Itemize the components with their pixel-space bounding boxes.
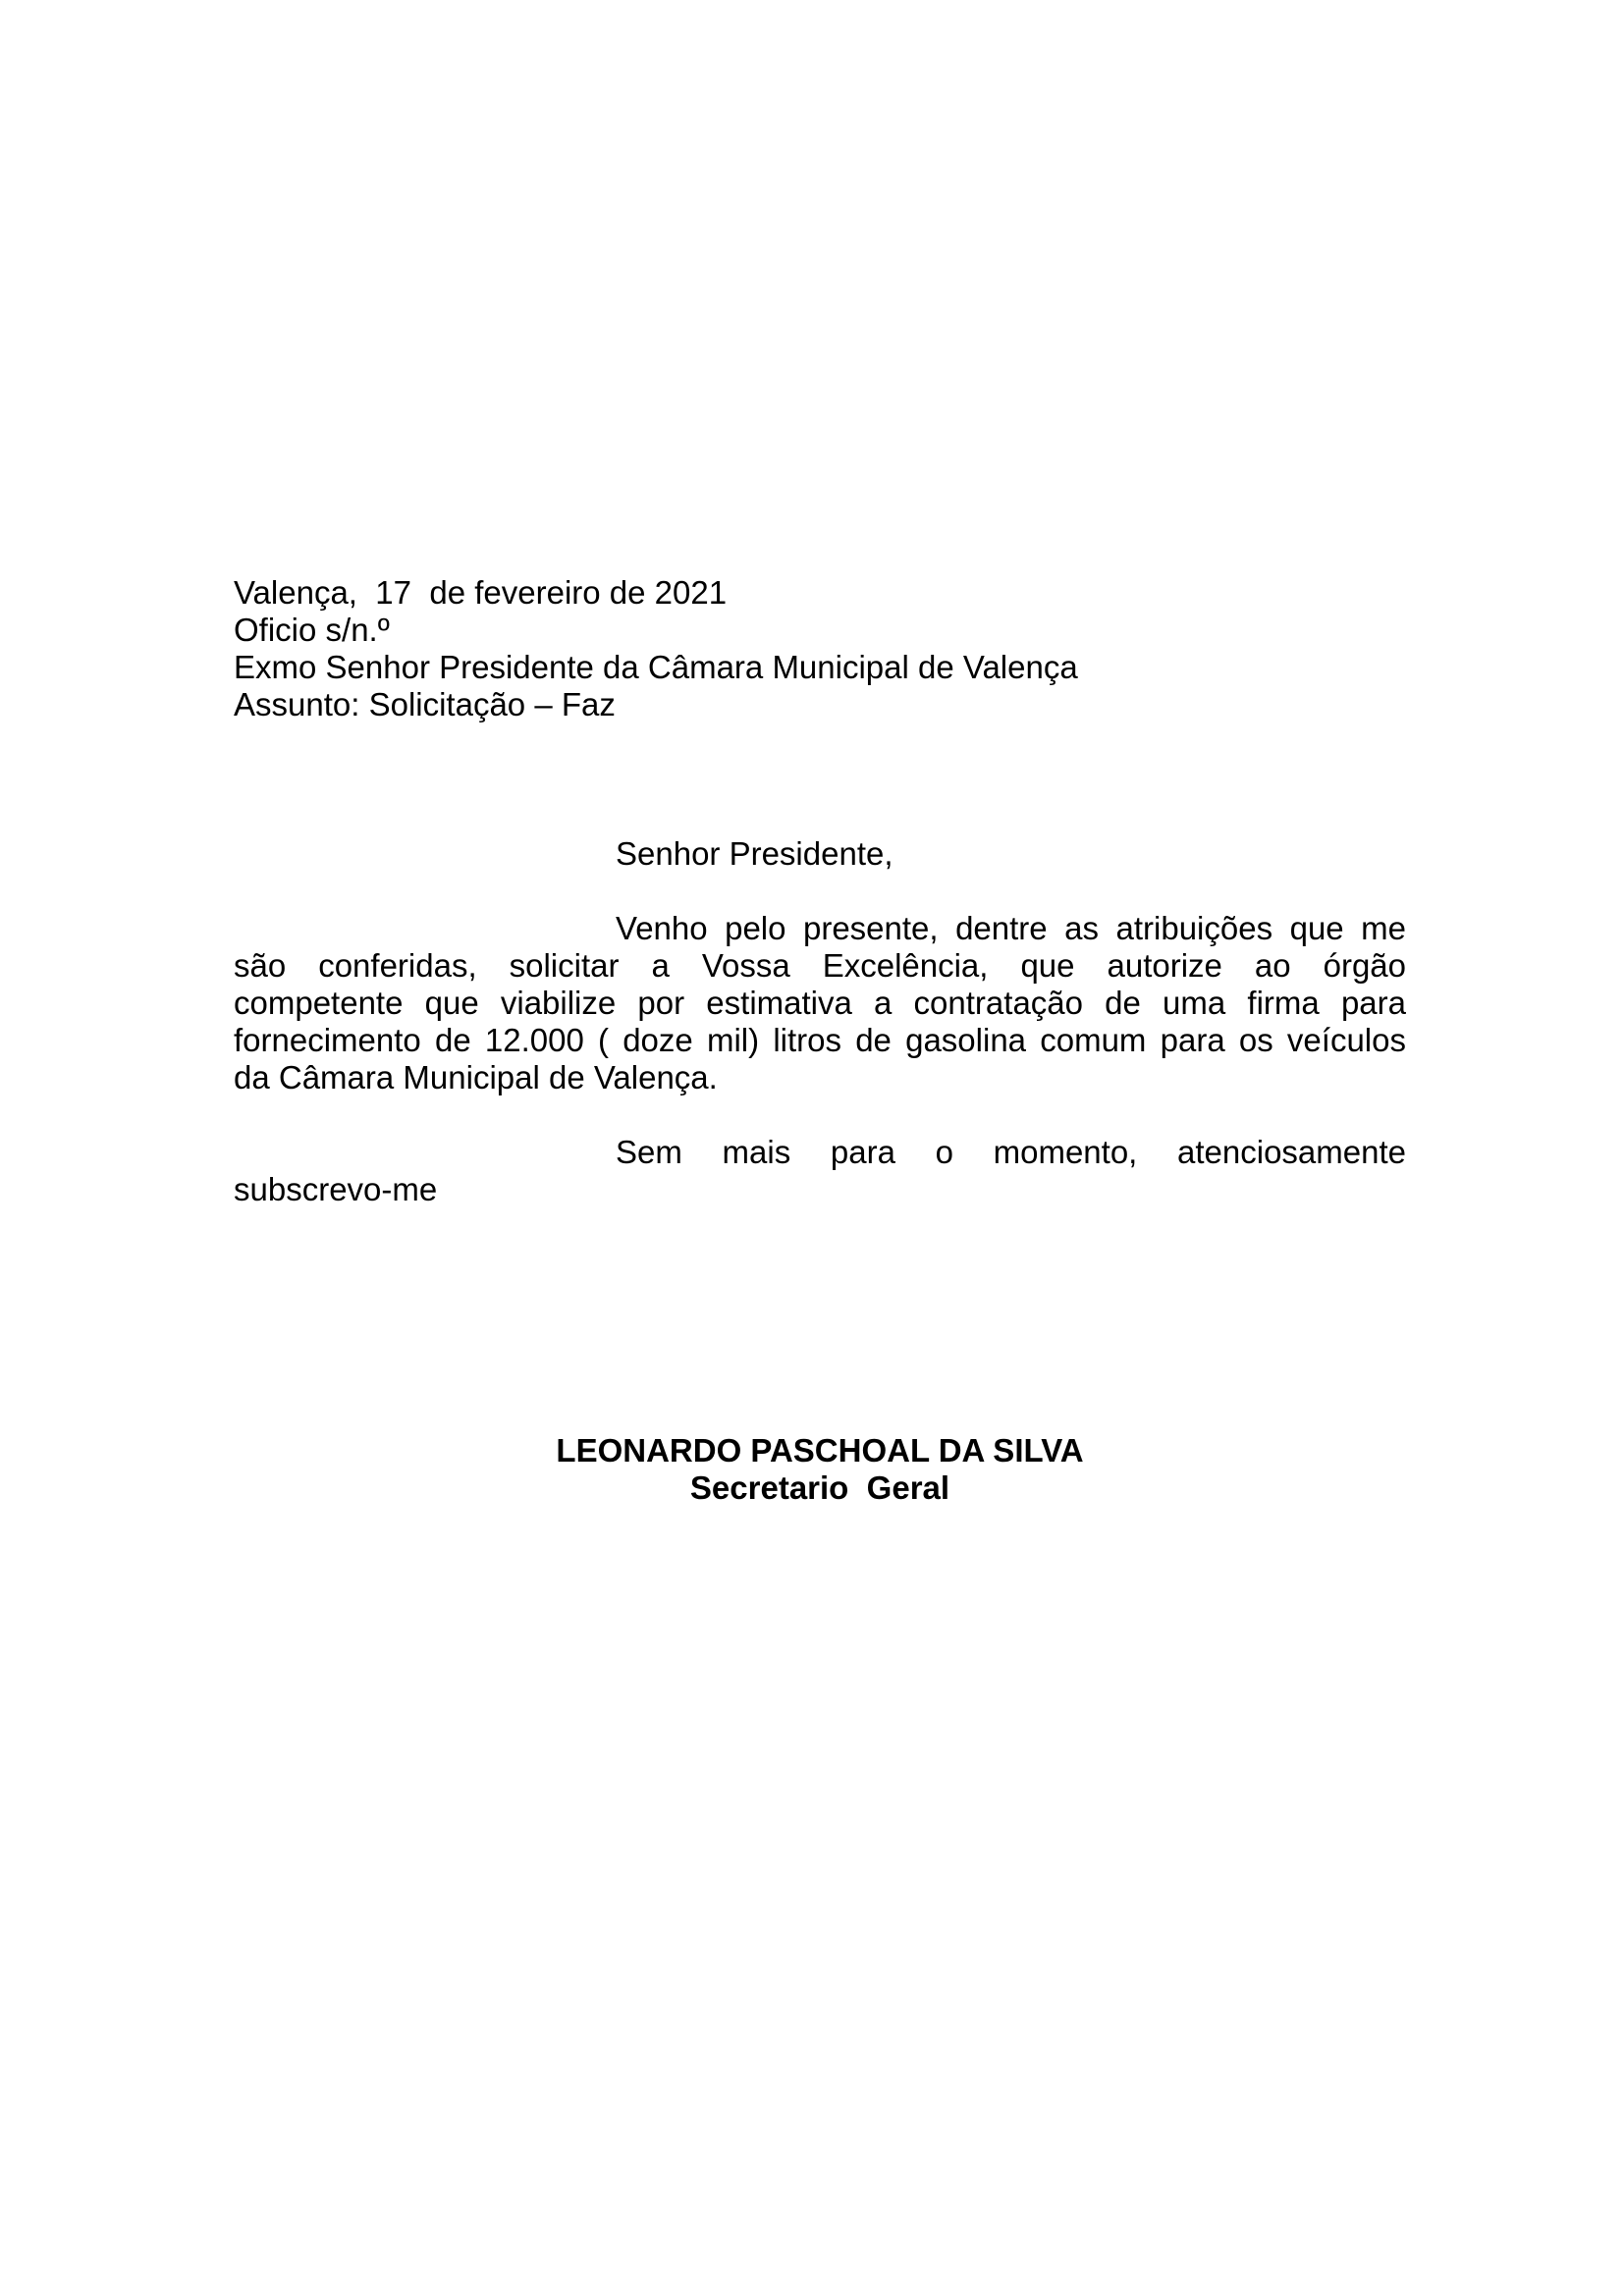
- body-line: da Câmara Municipal de Valença.: [234, 1059, 718, 1095]
- date-line: Valença, 17 de fevereiro de 2021: [234, 574, 728, 611]
- signature-title: Secretario Geral: [689, 1469, 950, 1506]
- reference-line: Oficio s/n.º: [234, 612, 390, 648]
- body-line: são conferidas, solicitar a Vossa Excelência, que autorize ao órgão: [234, 947, 1406, 984]
- body-line: competente que viabilize por estimativa a contratação de uma firma para: [234, 985, 1406, 1021]
- closing-line: subscrevo-me: [234, 1171, 438, 1207]
- subject-line: Assunto: Solicitação – Faz: [234, 686, 616, 722]
- signature-name: LEONARDO PASCHOAL DA SILVA: [556, 1432, 1084, 1468]
- body-paragraph: [234, 910, 1406, 1096]
- letter-header: [234, 574, 1406, 723]
- body-line: Venho pelo presente, dentre as atribuições que me: [616, 910, 1406, 946]
- closing-line: Sem mais para o momento, atenciosamente: [616, 1134, 1406, 1170]
- addressee-line: Exmo Senhor Presidente da Câmara Municipal de Valença: [234, 649, 1078, 685]
- closing-paragraph: [234, 1134, 1406, 1208]
- salutation: Senhor Presidente,: [616, 835, 893, 872]
- body-line: fornecimento de 12.000 ( doze mil) litros de gasolina comum para os veículos: [234, 1022, 1406, 1058]
- signature-block: [234, 1432, 1406, 1507]
